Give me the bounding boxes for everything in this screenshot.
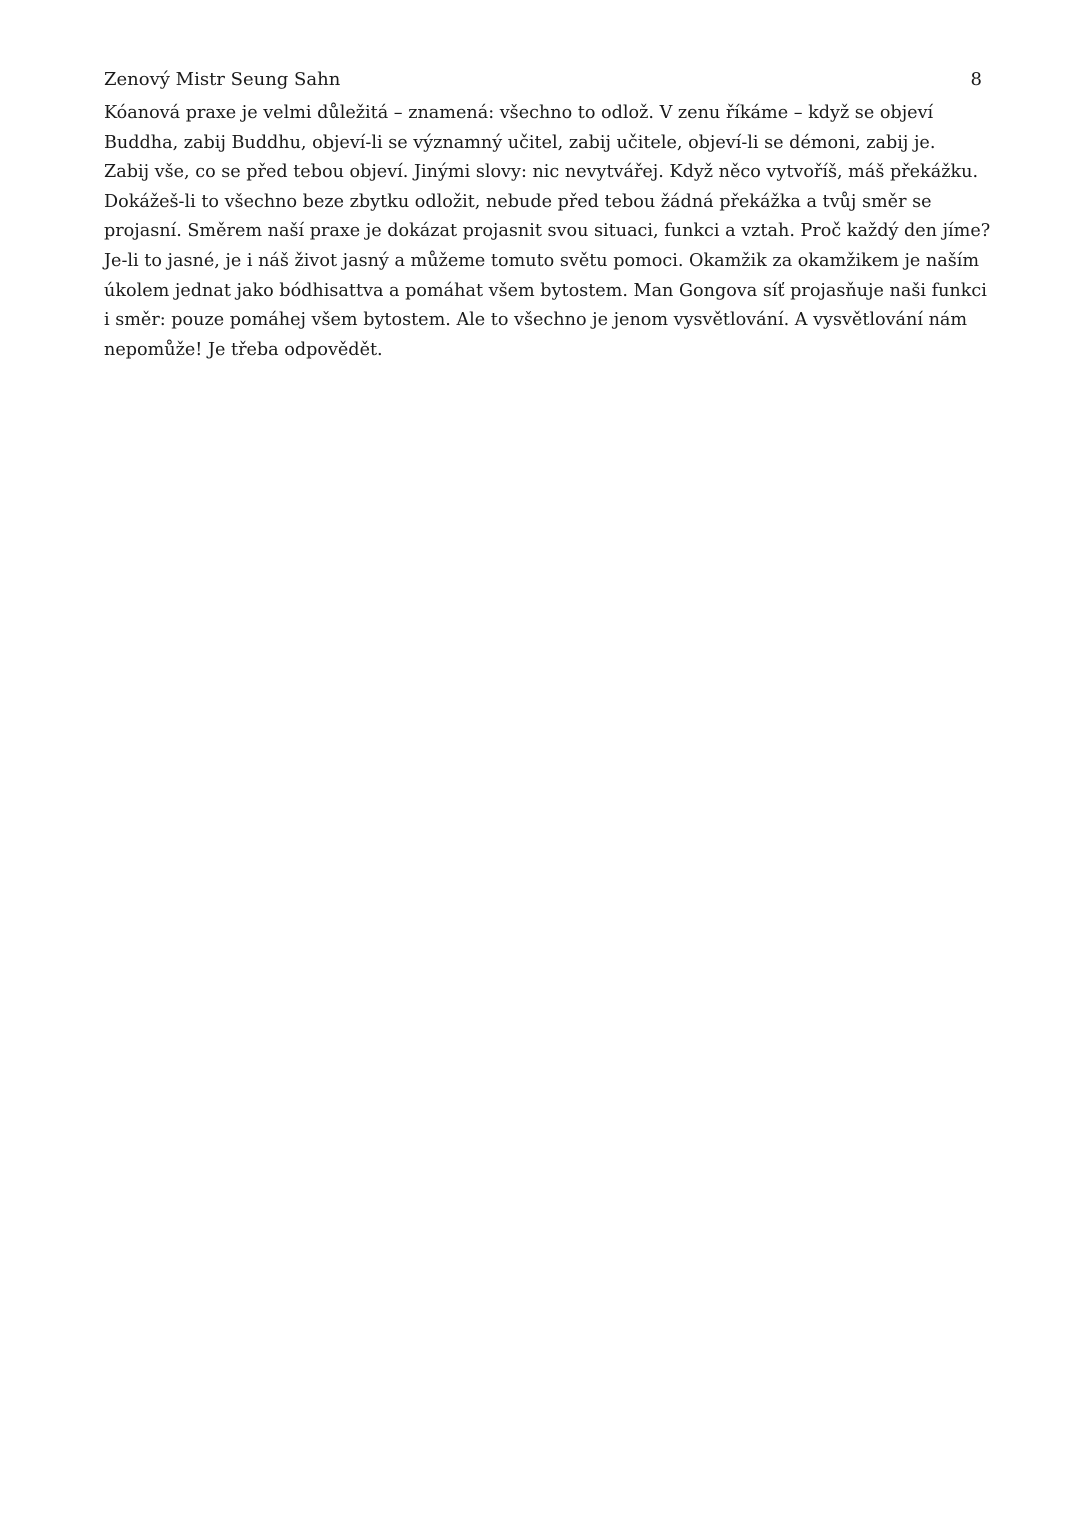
text-line: nepomůže! Je třeba odpovědět. (104, 339, 383, 360)
text-line: Buddha, zabij Buddhu, objeví-li se významný učitel, zabij učitele, objeví-li se démoni, zabij je. (104, 132, 936, 153)
text-line: Je-li to jasné, je i náš život jasný a můžeme tomuto světu pomoci. Okamžik za okamžikem je naším (104, 250, 980, 271)
text-line: Zabij vše, co se před tebou objeví. Jinými slovy: nic nevytvářej. Když něco vytvoříš, máš překážku. (104, 162, 979, 183)
header-title: Zenový Mistr Seung Sahn (104, 69, 341, 90)
text-line: Dokážeš-li to všechno beze zbytku odložit, nebude před tebou žádná překážka a tvůj směr se (104, 191, 932, 212)
page-number: 8 (970, 69, 982, 90)
running-header (104, 66, 982, 94)
text-line: úkolem jednat jako bódhisattva a pomáhat všem bytostem. Man Gongova síť projasňuje naši funkci (104, 280, 987, 301)
text-line: projasní. Směrem naší praxe je dokázat projasnit svou situaci, funkci a vztah. Proč každý den jíme? (104, 221, 991, 242)
text-line: Kóanová praxe je velmi důležitá – znamená: všechno to odlož. V zenu říkáme – když se objeví (104, 103, 934, 123)
text-line: i směr: pouze pomáhej všem bytostem. Ale to všechno je jenom vysvětlování. A vysvětlování nám (104, 310, 968, 331)
body-paragraph (104, 99, 991, 365)
